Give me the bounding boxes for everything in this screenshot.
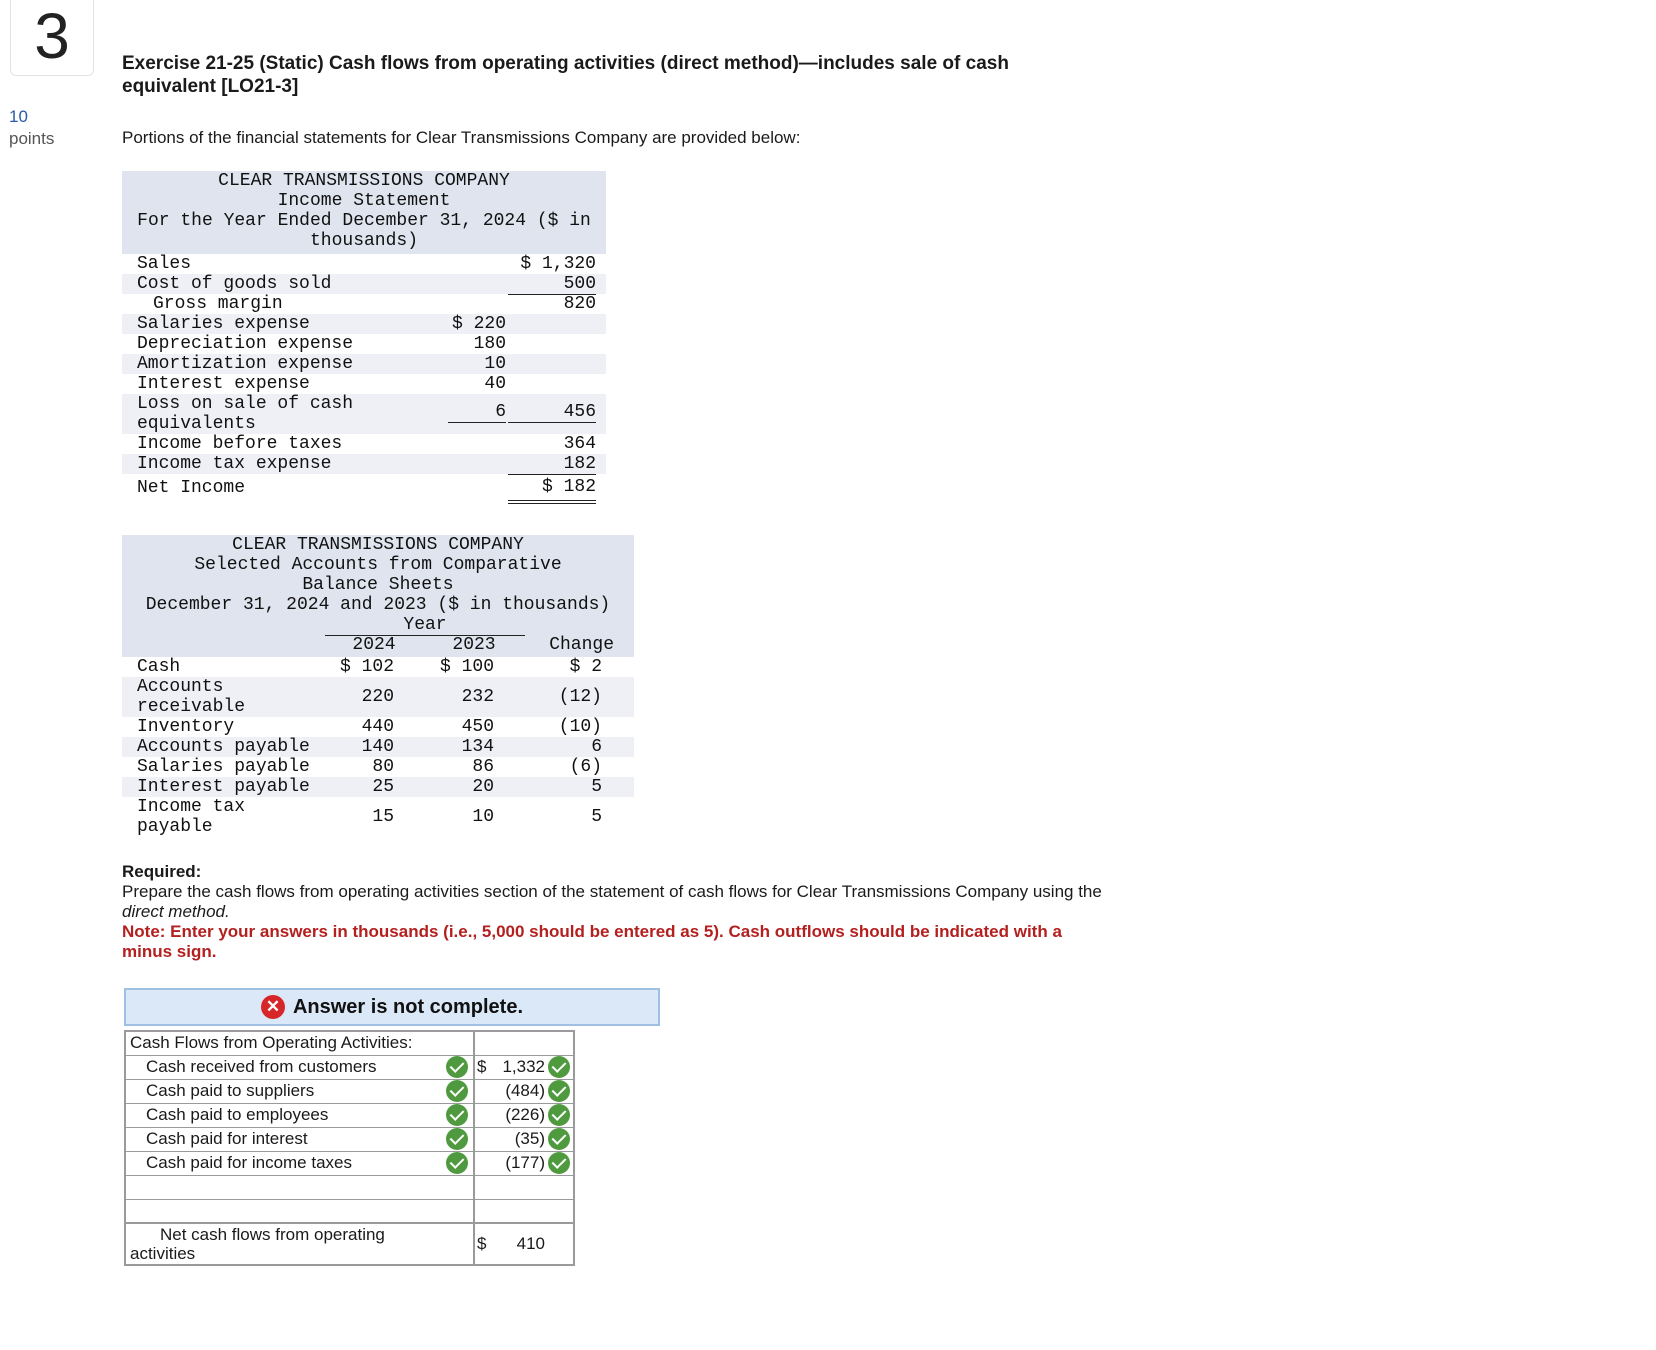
bs-value: $ 100 [439,657,494,677]
is-row [122,354,606,374]
bs-value: 80 [372,757,394,777]
is-period: For the Year Ended December 31, 2024 ($ in thousands) [137,211,591,251]
is-label: Depreciation expense [137,334,354,354]
answer-status-text: Answer is not complete. [292,995,524,1018]
check-icon [446,1104,468,1126]
total-value: 410 [516,1234,545,1253]
bs-label: Cash [137,657,181,677]
is-label: Amortization expense [137,354,354,374]
check-icon [548,1128,570,1150]
check-icon [446,1128,468,1150]
bs-value: 86 [472,757,494,777]
answer-row [126,1152,573,1176]
bs-value: 232 [461,687,494,707]
bs-value: 6 [591,737,602,757]
check-icon [548,1152,570,1174]
column-divider [473,1056,475,1079]
answer-input[interactable]: (177) [505,1153,545,1172]
is-value: $ 182 [508,474,596,504]
is-row [122,254,606,274]
is-row [122,394,606,434]
bs-value: 450 [461,717,494,737]
answer-input[interactable]: (226) [505,1105,545,1124]
is-value: 6 [448,402,506,423]
answer-label: Cash paid for income taxes [146,1153,352,1172]
question-number-box[interactable] [10,0,94,76]
answer-header: Cash Flows from Operating Activities: [130,1033,413,1052]
is-label: Salaries expense [137,314,310,334]
check-icon [446,1056,468,1078]
is-value: 180 [473,334,506,354]
answer-input[interactable]: 1,332 [502,1057,545,1076]
bs-col-2023: 2023 [452,635,496,655]
incorrect-icon: ✕ [261,995,285,1019]
bs-label: Inventory [137,717,235,737]
bs-row [122,757,634,777]
bs-value: 15 [372,807,394,827]
bs-row [122,717,634,737]
dollar-sign: $ [477,1234,487,1253]
column-divider [473,1152,475,1175]
is-label: Income tax expense [137,454,332,474]
exercise-title: Exercise 21-25 (Static) Cash flows from operating activities (direct method)—includes sale of cash equivalent [LO21-3] [122,53,1009,97]
check-icon [548,1104,570,1126]
bs-value: $ 102 [339,657,394,677]
bs-value: 5 [591,807,602,827]
is-label: Cost of goods sold [137,274,332,294]
is-name: Income Statement [277,191,451,211]
column-divider [473,1080,475,1103]
required-heading: Required: [122,862,202,881]
is-label: Income before taxes [137,434,343,454]
is-row [122,474,606,502]
answer-input[interactable]: (484) [505,1081,545,1100]
is-value: $ 220 [451,314,506,334]
bs-value: $ 2 [569,657,602,677]
column-divider [473,1032,475,1055]
bs-year-header: Year [403,615,447,635]
bs-value: 440 [361,717,394,737]
check-icon [548,1080,570,1102]
total-row [126,1224,573,1264]
is-label: Gross margin [153,294,283,314]
is-value: 820 [563,294,596,314]
bs-label: Income tax payable [137,797,246,837]
is-company: CLEAR TRANSMISSIONS COMPANY [218,171,510,191]
answer-row [126,1056,573,1080]
answer-row [126,1128,573,1152]
dollar-sign: $ [477,1057,487,1076]
bs-value: 134 [461,737,494,757]
bs-row [122,737,634,757]
bs-value: (12) [558,687,602,707]
required-section [122,862,1102,962]
bs-value: 140 [361,737,394,757]
bs-row [122,777,634,797]
bs-value: 10 [472,807,494,827]
is-label: Interest expense [137,374,310,394]
bs-value: 220 [361,687,394,707]
income-statement [122,171,606,502]
column-divider [473,1128,475,1151]
is-row [122,334,606,354]
bs-value: 5 [591,777,602,797]
is-row [122,434,606,454]
is-value: 364 [563,434,596,454]
is-label: Sales [137,254,192,274]
column-divider [473,1224,475,1264]
answer-label: Cash received from customers [146,1057,377,1076]
bs-row [122,657,634,677]
answer-row [126,1104,573,1128]
bs-label: Accounts receivable [137,677,246,717]
bs-value: 25 [372,777,394,797]
bs-row [122,677,634,717]
check-icon [548,1056,570,1078]
answer-status-banner [124,988,660,1026]
is-value: $ 1,320 [520,254,596,274]
bs-value: 20 [472,777,494,797]
check-icon [446,1152,468,1174]
required-note: Note: Enter your answers in thousands (i.e., 5,000 should be entered as 5). Cash outflows should be indicated with a minus sign. [122,922,1062,961]
column-divider [473,1200,475,1222]
is-value: 40 [484,374,506,394]
empty-row [126,1200,573,1224]
is-row [122,314,606,334]
points-value: 10 [9,107,28,126]
answer-header-row [126,1032,573,1056]
is-row [122,374,606,394]
bs-value: (10) [558,717,602,737]
column-divider [473,1176,475,1199]
bs-col-change: Change [549,635,614,655]
check-icon [446,1080,468,1102]
is-value: 500 [508,274,596,295]
required-text [122,882,1102,922]
balance-sheet [122,535,634,837]
answer-label: Cash paid for interest [146,1129,308,1148]
bs-col-2024: 2024 [352,635,396,655]
total-label: Net cash flows from operating activities [130,1225,385,1263]
bs-period: December 31, 2024 and 2023 ($ in thousands) [145,595,611,615]
bs-name: Selected Accounts from Comparative Balance Sheets [194,555,562,595]
is-label: Net Income [137,478,246,498]
is-label: Loss on sale of cash equivalents [137,394,354,434]
answer-table [124,1030,575,1266]
balance-sheet-header [122,535,634,657]
required-text-emphasis: direct method. [122,902,230,921]
answer-row [126,1080,573,1104]
bs-label: Accounts payable [137,737,310,757]
answer-label: Cash paid to employees [146,1105,329,1124]
bs-label: Interest payable [137,777,310,797]
is-value: 10 [484,354,506,374]
question-number: 3 [34,0,70,72]
is-row [122,454,606,474]
answer-label: Cash paid to suppliers [146,1081,315,1100]
is-row [122,274,606,294]
column-divider [473,1104,475,1127]
answer-input[interactable]: (35) [514,1129,545,1148]
intro-text: Portions of the financial statements for Clear Transmissions Company are provided below: [122,128,801,147]
income-statement-header [122,171,606,254]
bs-value: (6) [569,757,602,777]
is-value: 182 [508,454,596,475]
required-text-main: Prepare the cash flows from operating activities section of the statement of cash flows for Clear Transmissions Company using the [122,882,1102,901]
bs-label: Salaries payable [137,757,310,777]
is-row [122,294,606,314]
is-value: 456 [508,402,596,423]
empty-row [126,1176,573,1200]
points-label: points [9,129,55,148]
bs-company: CLEAR TRANSMISSIONS COMPANY [232,535,524,555]
bs-row [122,797,634,837]
